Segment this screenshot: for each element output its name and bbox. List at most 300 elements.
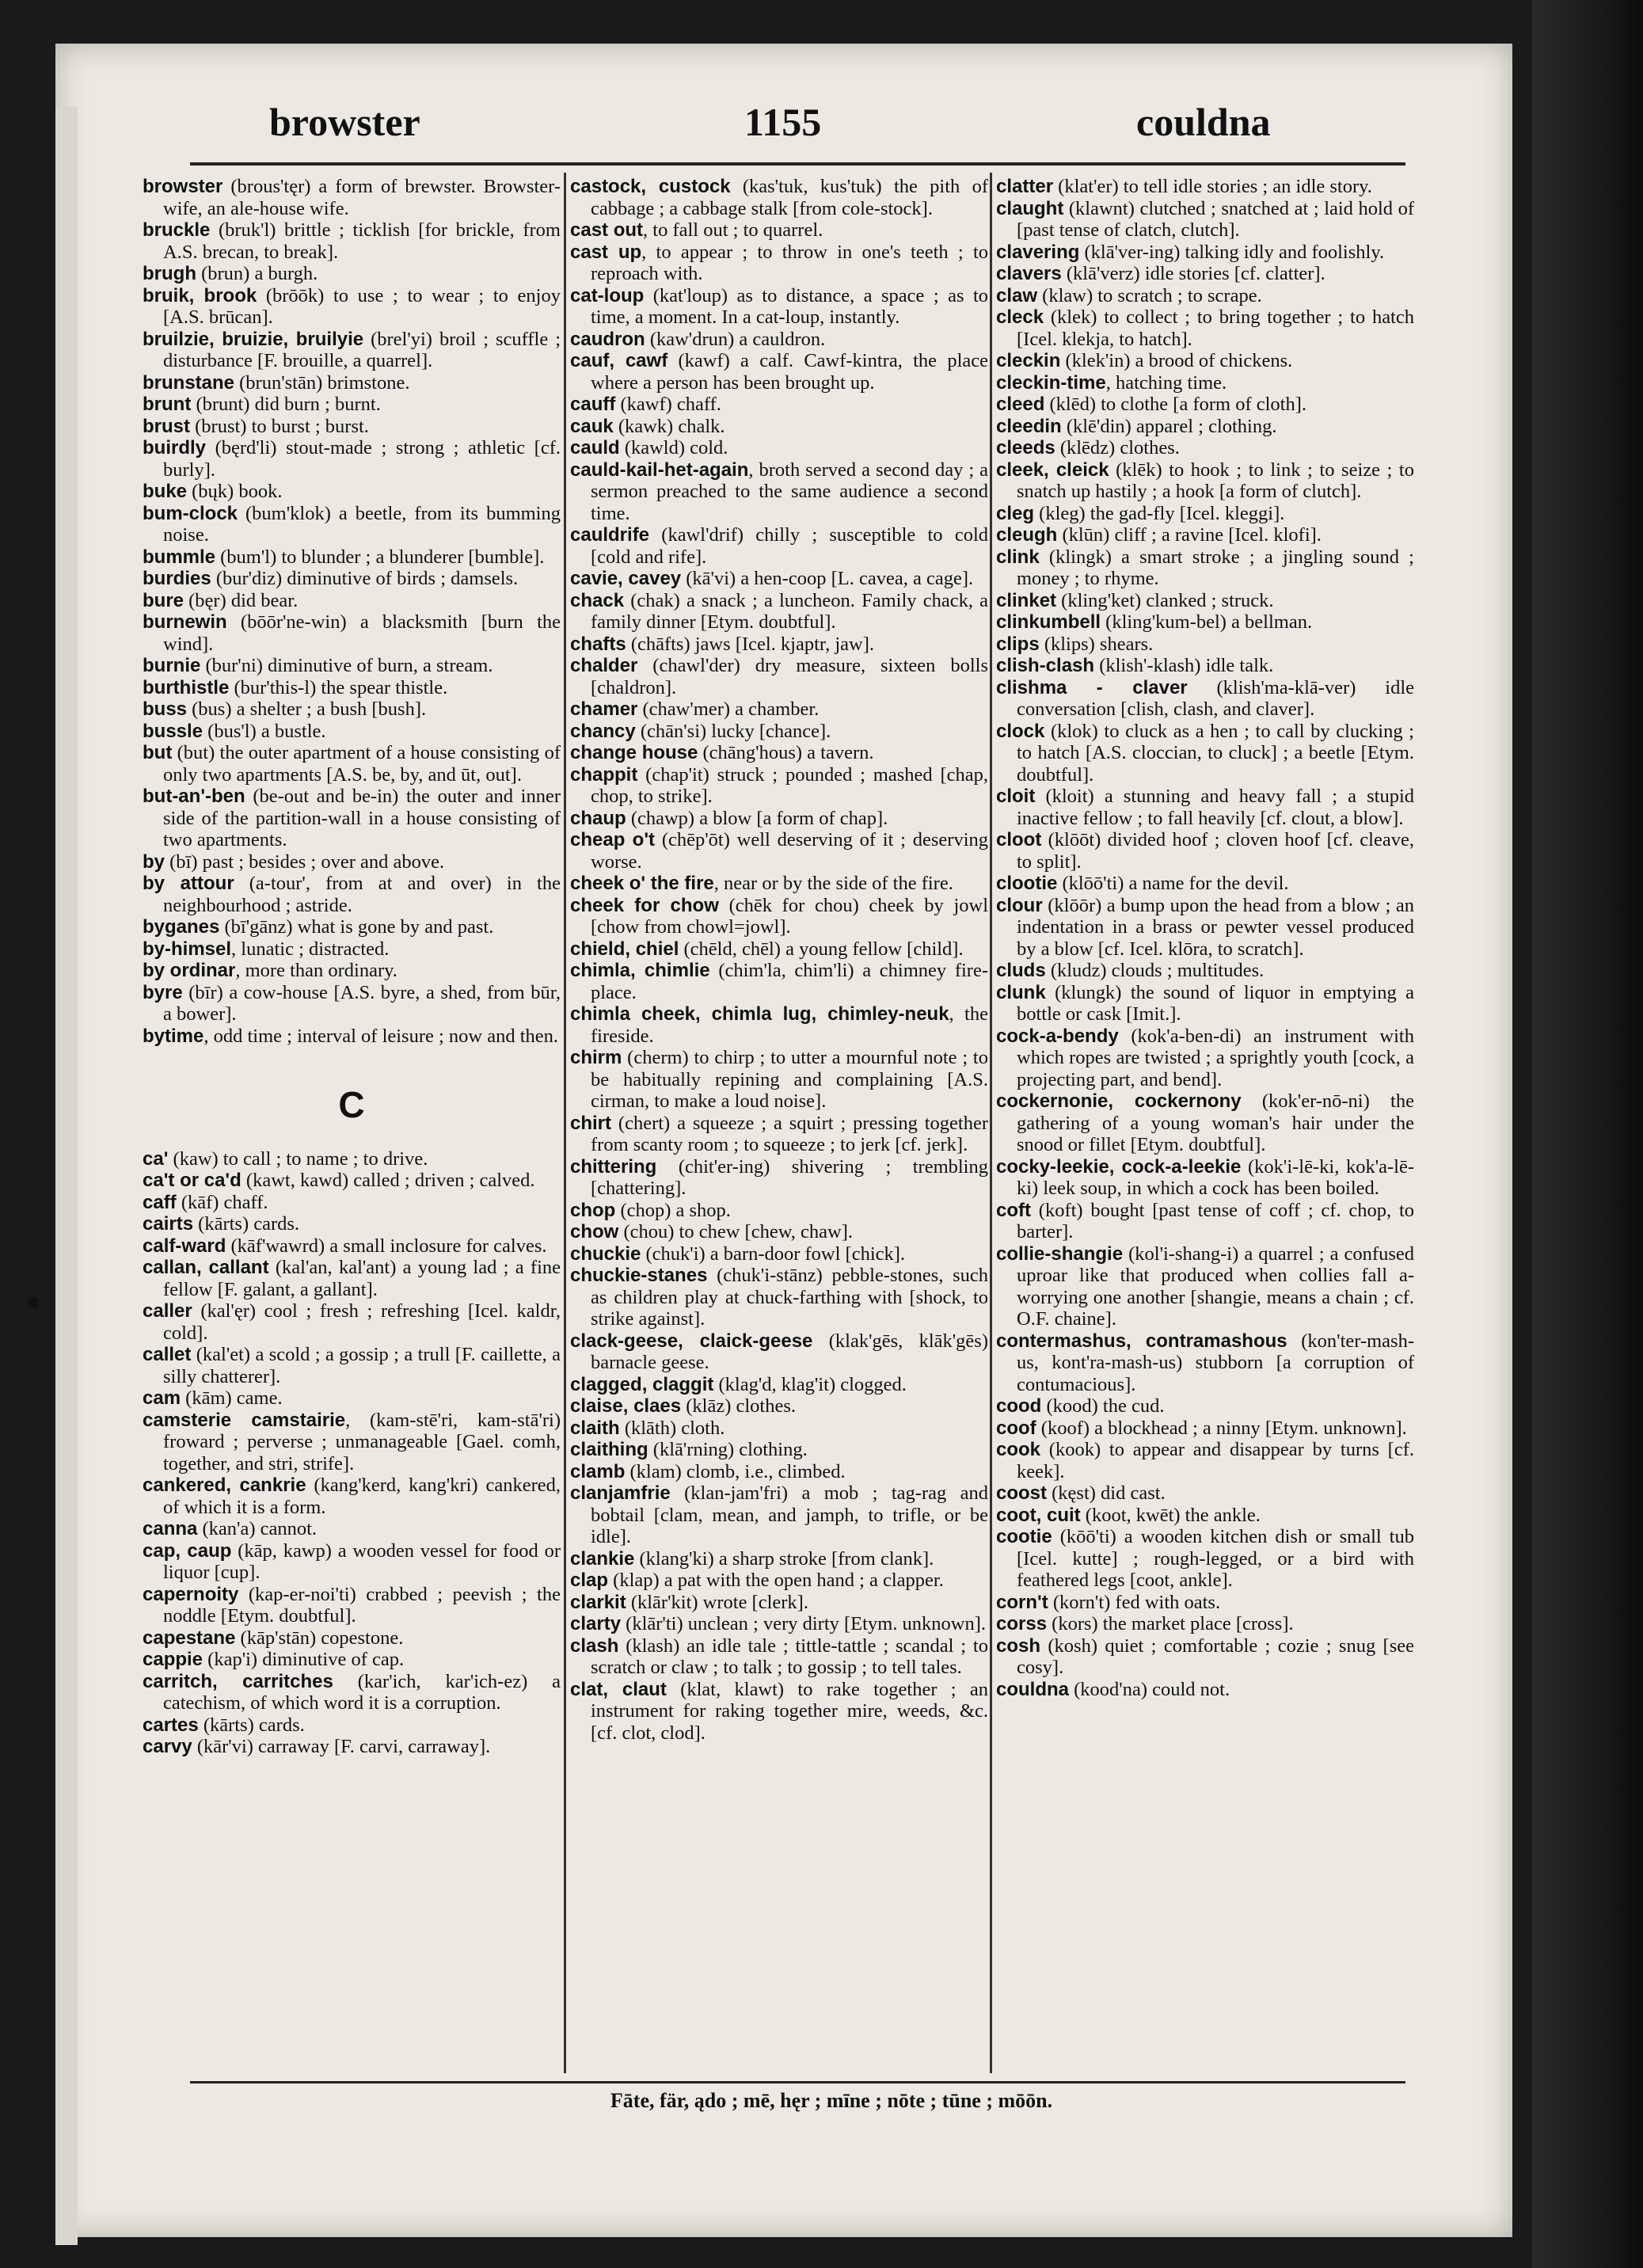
dictionary-entry	[570, 1200, 988, 1222]
definition: , hatching time.	[1105, 371, 1227, 394]
headword: caudron	[570, 328, 645, 350]
headword: cockernonie, cockernony	[996, 1090, 1242, 1112]
definition: (brun) a burgh.	[196, 263, 318, 284]
headword: chuckie	[570, 1242, 641, 1265]
dictionary-entry	[570, 416, 988, 438]
dictionary-entry	[996, 350, 1414, 372]
headword: cook	[996, 1439, 1041, 1460]
definition: (kling'ket) clanked ; struck.	[1056, 589, 1274, 611]
definition: (kawf) chaff.	[615, 394, 721, 415]
dictionary-entry	[570, 285, 988, 329]
headword: clat, claut	[570, 1678, 667, 1700]
definition: (bur'ni) diminutive of burn, a stream.	[200, 655, 493, 676]
headword: cavie, cavey	[570, 568, 682, 589]
headword: claise, claes	[570, 1395, 682, 1417]
definition: (chuk'i-stānz) pebble-stones, such as children play at chuck-farthing with [shock, to strike against].	[591, 1265, 988, 1330]
definition: , broth served a second day ; a sermon preached to the same audience a second time.	[591, 459, 988, 524]
dictionary-entry	[143, 1300, 561, 1344]
headword: cleckin-time	[996, 371, 1106, 394]
definition: (brust) to burst ; burst.	[190, 415, 369, 437]
headword: carvy	[143, 1736, 192, 1757]
headword: cauf, cawf	[570, 350, 668, 371]
dictionary-entry	[570, 1679, 988, 1745]
dictionary-entry	[570, 634, 988, 656]
dictionary-entry	[570, 1570, 988, 1592]
definition: (kōō'ti) a wooden kitchen dish or small tub [Icel. kutte] ; rough-legged, or a bird with feathered legs [coot, ankle].	[1017, 1526, 1414, 1591]
headword: chalder	[570, 655, 638, 676]
definition: (chak) a snack ; a luncheon. Family chack, a family dinner [Etym. doubtful].	[591, 589, 988, 633]
headword: clinkumbell	[996, 611, 1101, 633]
headword: cast up	[570, 241, 642, 263]
definition: (bruk'l) brittle ; ticklish [for brickle, from A.S. brecan, to break].	[163, 219, 561, 263]
dictionary-entry	[143, 590, 561, 612]
dictionary-entry	[143, 1584, 561, 1627]
definition: (but) the outer apartment of a house consisting of only two apartments [A.S. be, by, and ūt, out].	[163, 742, 561, 786]
dictionary-entry	[996, 1679, 1414, 1701]
definition: , lunatic ; distracted.	[231, 938, 390, 960]
dictionary-entry	[996, 1156, 1414, 1200]
headword: cleed	[996, 394, 1045, 415]
headword: clanjamfrie	[570, 1482, 671, 1504]
dictionary-entry	[143, 1736, 561, 1758]
definition: (kaw) to call ; to name ; to drive.	[168, 1147, 428, 1170]
column-3	[996, 176, 1414, 1700]
dictionary-entry	[996, 1330, 1414, 1396]
headword: cauld	[570, 437, 620, 459]
dictionary-entry	[570, 1461, 988, 1483]
dictionary-entry	[143, 1387, 561, 1410]
headword: corn't	[996, 1591, 1048, 1613]
column-1	[143, 176, 561, 1758]
definition: (chaw'mer) a chamber.	[637, 698, 820, 720]
definition: (chāfts) jaws [Icel. kjaptr, jaw].	[626, 633, 874, 655]
definition: (brous'tęr) a form of brewster. Browster-wife, an ale-house wife.	[163, 176, 561, 219]
dictionary-entry	[996, 1200, 1414, 1243]
definition: (chēld, chēl) a young fellow [child].	[679, 938, 964, 960]
dictionary-entry	[143, 481, 561, 503]
definition: (chit'er-ing) shivering ; trembling [chattering].	[591, 1155, 988, 1199]
dictionary-entry	[570, 437, 988, 459]
definition: (kāp'stān) copestone.	[235, 1627, 404, 1649]
dictionary-entry	[996, 1482, 1414, 1505]
dictionary-entry	[143, 1649, 561, 1671]
definition: (klē'din) apparel ; clothing.	[1061, 415, 1277, 437]
headword: cauk	[570, 415, 614, 437]
definition: (bur'this-l) the spear thistle.	[229, 676, 448, 698]
dictionary-entry	[143, 416, 561, 438]
dictionary-entry	[143, 1257, 561, 1300]
headword: brunt	[143, 394, 192, 415]
headword: chuckie-stanes	[570, 1265, 708, 1286]
dictionary-entry	[570, 764, 988, 808]
headword: clish-clash	[996, 655, 1095, 676]
headword: clap	[570, 1570, 609, 1591]
dictionary-entry	[143, 1026, 561, 1048]
headword: burthistle	[143, 676, 230, 698]
headword: clavering	[996, 241, 1080, 263]
definition: (kārts) cards.	[198, 1714, 305, 1736]
definition: (klam) clomb, i.e., climbed.	[625, 1460, 846, 1482]
definition: (klash) an idle tale ; tittle-tattle ; scandal ; to scratch or claw ; to talk ; to gossip ; to tell tales.	[591, 1634, 988, 1678]
dictionary-entry	[570, 394, 988, 416]
headword: clootie	[996, 873, 1058, 894]
definition: , to appear ; to throw in one's teeth ; to reproach with.	[591, 241, 988, 284]
dictionary-entry	[143, 873, 561, 916]
headword: buss	[143, 698, 188, 720]
dictionary-entry	[996, 1418, 1414, 1440]
dictionary-entry	[143, 1475, 561, 1518]
dictionary-entry	[996, 1613, 1414, 1635]
pronunciation-key: Fāte, fär, ądo ; mē, hęr ; mīne ; nōte ; tūne ; mōōn.	[610, 2089, 1053, 2112]
definition: (kawf) a calf. Cawf-kintra, the place where a person has been brought up.	[591, 350, 988, 394]
definition: (bus) a shelter ; a bush [bush].	[187, 698, 427, 720]
definition: (klingk) a smart stroke ; a jingling sound ; money ; to rhyme.	[1017, 546, 1414, 589]
headword: chirt	[570, 1112, 612, 1134]
headword: cap, caup	[143, 1539, 232, 1562]
definition: (klōōr) a bump upon the head from a blow ; an indentation in a brass or pewter vessel produced by a blow [cf. Icel. klōra, to scratch].	[1017, 894, 1414, 960]
dictionary-entry	[143, 677, 561, 699]
dictionary-entry	[143, 698, 561, 721]
page-number: 1155	[744, 100, 822, 144]
definition: (kāp, kawp) a wooden vessel for food or liquor [cup].	[163, 1539, 561, 1583]
dictionary-entry	[570, 655, 988, 698]
headword: chimla, chimlie	[570, 960, 710, 981]
dictionary-entry	[996, 611, 1414, 634]
dictionary-entry	[996, 263, 1414, 285]
headword: ca'	[143, 1147, 169, 1170]
dictionary-entry	[996, 895, 1414, 961]
definition: (klāz) clothes.	[681, 1395, 797, 1417]
headword: collie-shangie	[996, 1242, 1124, 1265]
definition: (bųk) book.	[187, 481, 283, 502]
definition: (klungk) the sound of liquor in emptying a bottle or cask [Imit.].	[1017, 981, 1414, 1025]
column-2	[570, 176, 988, 1744]
definition: , to fall out ; to quarrel.	[643, 219, 823, 241]
headword: chaup	[570, 807, 626, 829]
definition: , more than ordinary.	[235, 960, 397, 981]
headword: caff	[143, 1191, 177, 1213]
dictionary-entry	[143, 1518, 561, 1540]
headword: bummle	[143, 546, 216, 568]
definition: (klat, klawt) to rake together ; an instrument for raking together mire, weeds, &c. [cf. clot, clod].	[591, 1678, 988, 1744]
definition: (klēd) to clothe [a form of cloth].	[1044, 394, 1307, 415]
definition: (kosh) quiet ; comfortable ; cozie ; snug [see cosy].	[1017, 1634, 1414, 1678]
definition: (kęst) did cast.	[1047, 1482, 1166, 1504]
definition: (chawp) a blow [a form of chap].	[626, 807, 888, 829]
headword: clink	[996, 546, 1040, 568]
definition: (chap'it) struck ; pounded ; mashed [chap, chop, to strike].	[591, 763, 988, 807]
definition: (kas'tuk, kus'tuk) the pith of cabbage ; a cabbage stalk [from cole-stock].	[591, 176, 988, 219]
dictionary-entry	[143, 1148, 561, 1170]
dictionary-entry	[996, 1026, 1414, 1091]
dictionary-entry	[570, 329, 988, 351]
headword: bum-clock	[143, 502, 238, 524]
definition: , (kam-stē'ri, kam-stā'ri) froward ; perverse ; unmanageable [Gael. comh, together, and stri, strife].	[163, 1409, 561, 1475]
headword: buirdly	[143, 437, 207, 459]
dictionary-entry	[143, 1170, 561, 1192]
headword: cosh	[996, 1634, 1041, 1657]
headword: cast out	[570, 219, 644, 241]
definition: (be-out and be-in) the outer and inner side of the partition-wall in a house consisting of two apartments.	[163, 786, 561, 850]
headword: cleckin	[996, 350, 1061, 371]
headword: clarkit	[570, 1591, 626, 1613]
header-rule	[190, 162, 1405, 166]
dictionary-entry	[570, 1243, 988, 1265]
headword: clarty	[570, 1613, 622, 1634]
definition: (bī) past ; besides ; over and above.	[165, 850, 445, 873]
dictionary-entry	[570, 459, 988, 525]
definition: (kood) the cud.	[1041, 1395, 1165, 1417]
headword: by	[143, 850, 165, 873]
definition: (klaw) to scratch ; to scrape.	[1037, 284, 1262, 306]
headword: cauff	[570, 394, 616, 415]
definition: (cherm) to chirp ; to utter a mournful note ; to be habitually repining and complaining [A.S. cirman, to make a loud noise].	[591, 1047, 988, 1112]
headword: chirm	[570, 1047, 622, 1068]
dictionary-entry	[143, 960, 561, 982]
headword: burdies	[143, 568, 211, 589]
definition: (klak'gēs, klāk'gēs) barnacle geese.	[591, 1330, 988, 1373]
definition: (bum'l) to blunder ; a blunderer [bumble].	[215, 546, 545, 568]
dictionary-entry	[570, 219, 988, 242]
headword: caller	[143, 1300, 192, 1322]
right-guide-word: couldna	[1136, 100, 1271, 144]
definition: , near or by the side of the fire.	[713, 873, 953, 894]
definition: (brun'stān) brimstone.	[234, 371, 410, 394]
headword: cleek, cleick	[996, 459, 1109, 481]
definition: (kloit) a stunning and heavy fall ; a stupid inactive fellow ; to fall heavily [cf. clout, a blow].	[1017, 786, 1414, 829]
definition: (klawnt) clutched ; snatched at ; laid hold of [past tense of clatch, clutch].	[1017, 197, 1414, 241]
dictionary-entry	[570, 1613, 988, 1635]
definition: (kap-er-noi'ti) crabbed ; peevish ; the noddle [Etym. doubtful].	[163, 1583, 561, 1627]
headword: bruik, brook	[143, 284, 257, 306]
headword: bussle	[143, 720, 203, 742]
headword: cleg	[996, 502, 1035, 524]
headword: cam	[143, 1387, 181, 1409]
dictionary-entry	[143, 938, 561, 961]
headword: claw	[996, 284, 1038, 306]
dictionary-entry	[143, 176, 561, 219]
headword: claithing	[570, 1439, 648, 1460]
headword: buke	[143, 481, 188, 502]
definition: (chert) a squeeze ; a squirt ; pressing together from scanty room ; to squeeze ; to jerk [cf. jerk].	[591, 1112, 988, 1155]
definition: (kap'i) diminutive of cap.	[203, 1649, 405, 1670]
dictionary-entry	[996, 198, 1414, 242]
dictionary-entry	[143, 503, 561, 546]
dictionary-entry	[143, 1671, 561, 1714]
definition: (kan'a) cannot.	[197, 1518, 318, 1539]
definition: (bęr) did bear.	[184, 589, 299, 611]
dictionary-entry	[143, 1714, 561, 1737]
headword: cappie	[143, 1649, 203, 1670]
dictionary-entry	[570, 1374, 988, 1396]
headword: cheek for chow	[570, 894, 719, 916]
headword: cootie	[996, 1526, 1052, 1547]
dictionary-entry	[570, 1265, 988, 1330]
definition: (klok) to cluck as a hen ; to call by clucking ; to hatch [A.S. cloccian, to cluck] ; a beetle [Etym. doubtful].	[1017, 720, 1414, 786]
headword: clinket	[996, 589, 1057, 611]
headword: chack	[570, 589, 625, 611]
headword: bruckle	[143, 219, 211, 241]
dictionary-entry	[570, 350, 988, 394]
definition: (kā'vi) a hen-coop [L. cavea, a cage].	[681, 568, 974, 589]
dictionary-entry	[996, 437, 1414, 459]
page-left-edge	[55, 107, 78, 2245]
dictionary-entry	[143, 1213, 561, 1235]
dictionary-entry	[996, 394, 1414, 416]
dictionary-entry	[570, 960, 988, 1003]
definition: (bīr) a cow-house [A.S. byre, a shed, from būr, a bower].	[163, 981, 561, 1025]
headword: clatter	[996, 176, 1054, 197]
headword: cartes	[143, 1714, 199, 1736]
definition: (kok'a-ben-di) an instrument with which ropes are twisted ; a sprightly youth [cock, a projecting part, and bend].	[1017, 1025, 1414, 1090]
headword: chappit	[570, 763, 638, 786]
scan-dark-margin	[1532, 0, 1643, 2268]
dictionary-entry	[996, 176, 1414, 198]
headword: cat-loup	[570, 284, 645, 306]
dictionary-entry	[996, 1243, 1414, 1330]
headword: cock-a-bendy	[996, 1025, 1119, 1047]
dictionary-entry	[143, 263, 561, 285]
headword: clishma - claver	[996, 676, 1188, 698]
headword: cleedin	[996, 415, 1062, 437]
headword: castock, custock	[570, 176, 731, 197]
headword: cluds	[996, 960, 1046, 981]
dictionary-entry	[143, 916, 561, 938]
definition: (koft) bought [past tense of coff ; cf. chop, to barter].	[1017, 1199, 1414, 1242]
dictionary-entry	[570, 1418, 988, 1440]
headword: clock	[996, 720, 1045, 742]
dictionary-entry	[143, 372, 561, 394]
headword: cood	[996, 1395, 1042, 1417]
dictionary-entry	[143, 655, 561, 677]
definition: (kawl'drif) chilly ; susceptible to cold [cold and rife].	[591, 524, 988, 568]
definition: (a-tour', from at and over) in the neighbourhood ; astride.	[163, 873, 561, 916]
definition: (kors) the market place [cross].	[1047, 1613, 1294, 1634]
headword: cankered, cankrie	[143, 1475, 306, 1496]
definition: (kok'er-nō-ni) the gathering of a young woman's hair under the snood or fillet [Etym. doubtful].	[1017, 1090, 1414, 1155]
definition: (kawk) chalk.	[613, 415, 725, 437]
definition: (bōōr'ne-win) a blacksmith [burn the wind].	[163, 611, 561, 655]
headword: change house	[570, 742, 698, 763]
definition: (kludz) clouds ; multitudes.	[1045, 960, 1265, 981]
dictionary-entry	[996, 372, 1414, 394]
headword: chafts	[570, 633, 626, 655]
headword: clankie	[570, 1547, 635, 1570]
headword: byre	[143, 981, 183, 1003]
dictionary-entry	[996, 982, 1414, 1026]
definition: (klat'er) to tell idle stories ; an idle story.	[1053, 176, 1372, 197]
definition: (klēk) to hook ; to link ; to seize ; to snatch up hastily ; a hook [a form of clutch].	[1017, 459, 1414, 502]
headword: cleeds	[996, 437, 1055, 459]
headword: bure	[143, 589, 184, 611]
headword: brust	[143, 415, 190, 437]
dictionary-entry	[143, 742, 561, 786]
headword: by attour	[143, 873, 234, 894]
dictionary-entry	[570, 590, 988, 634]
definition: (klish'ma-klā-ver) idle conversation [clish, clash, and claver].	[1017, 676, 1414, 720]
definition: (klang'ki) a sharp stroke [from clank].	[634, 1547, 934, 1570]
headword: chancy	[570, 720, 636, 742]
definition: (kol'i-shang-i) a quarrel ; a confused uproar like that produced when collies fall a-worrying one another [shangie, means a chain ; cf. O.F. chaine].	[1017, 1242, 1414, 1330]
definition: (klan-jam'fri) a mob ; tag-rag and bobtail [clam, mean, and jamph, to trifle, or be idle].	[591, 1482, 988, 1547]
definition: (kāf) chaff.	[176, 1191, 268, 1213]
dictionary-entry	[996, 829, 1414, 873]
headword: byganes	[143, 916, 220, 938]
dictionary-entry	[570, 1548, 988, 1570]
headword: but-an'-ben	[143, 786, 245, 807]
headword: capernoity	[143, 1583, 239, 1605]
headword: canna	[143, 1518, 198, 1539]
definition: (kok'i-lē-ki, kok'a-lē-ki) leek soup, in which a cock has been boiled.	[1017, 1155, 1414, 1199]
dictionary-entry	[143, 546, 561, 569]
headword: cheap o't	[570, 829, 656, 850]
dictionary-entry	[143, 568, 561, 590]
definition: (klek) to collect ; to bring together ; to hatch [Icel. klekja, to hatch].	[1017, 306, 1414, 350]
headword: clamb	[570, 1460, 626, 1482]
dictionary-entry	[143, 329, 561, 372]
dictionary-entry	[996, 242, 1414, 264]
dictionary-entry	[570, 1330, 988, 1374]
dictionary-entry	[570, 808, 988, 830]
definition: (klōōt) divided hoof ; cloven hoof [cf. cleave, to split].	[1017, 829, 1414, 873]
headword: callan, callant	[143, 1257, 269, 1278]
headword: carritch, carritches	[143, 1670, 333, 1692]
headword: coof	[996, 1417, 1036, 1439]
definition: (klār'kit) wrote [clerk].	[626, 1591, 808, 1613]
dictionary-entry	[570, 721, 988, 743]
definition: (kat'loup) as to distance, a space ; as to time, a moment. In a cat-loup, instantly.	[591, 284, 988, 328]
dictionary-entry	[996, 721, 1414, 786]
headword: brugh	[143, 263, 196, 284]
headword: by ordinar	[143, 960, 236, 981]
headword: clour	[996, 894, 1043, 916]
dictionary-entry	[143, 851, 561, 873]
dictionary-entry	[570, 1003, 988, 1047]
headword: chimla cheek, chimla lug, chimley-neuk	[570, 1003, 949, 1025]
dictionary-entry	[570, 1221, 988, 1243]
dictionary-entry	[570, 938, 988, 961]
headword: cauld-kail-het-again	[570, 459, 749, 481]
dictionary-entry	[570, 242, 988, 285]
dictionary-entry	[143, 1410, 561, 1475]
dictionary-entry	[143, 1540, 561, 1584]
page-header	[198, 99, 1417, 170]
definition: (kon'ter-mash-us, kont'ra-mash-us) stubborn [a corruption of contumacious].	[1017, 1330, 1414, 1395]
definition: (chou) to chew [chew, chaw].	[618, 1221, 854, 1242]
headword: claught	[996, 197, 1064, 219]
definition: (chawl'der) dry measure, sixteen bolls [chaldron].	[591, 655, 988, 698]
dictionary-entry	[570, 698, 988, 721]
headword: corss	[996, 1613, 1048, 1634]
headword: clips	[996, 633, 1040, 655]
dictionary-entry	[996, 960, 1414, 982]
dictionary-entry	[996, 1635, 1414, 1679]
definition: (bum'klok) a beetle, from its bumming noise.	[163, 502, 561, 546]
definition: (klā'rning) clothing.	[648, 1439, 808, 1460]
dictionary-entry	[570, 1113, 988, 1156]
headword: clagged, claggit	[570, 1373, 714, 1395]
definition: (klāth) cloth.	[619, 1417, 725, 1439]
definition: (klap) a pat with the open hand ; a clapper.	[608, 1570, 944, 1591]
dictionary-entry	[570, 1395, 988, 1418]
definition: (klōō'ti) a name for the devil.	[1057, 873, 1289, 894]
column-rule-2	[990, 173, 992, 2073]
dictionary-entry	[996, 1395, 1414, 1418]
dictionary-entry	[570, 1439, 988, 1461]
dictionary-entry	[143, 1344, 561, 1387]
dictionary-entry	[996, 306, 1414, 350]
headword: cheek o' the fire	[570, 873, 714, 894]
